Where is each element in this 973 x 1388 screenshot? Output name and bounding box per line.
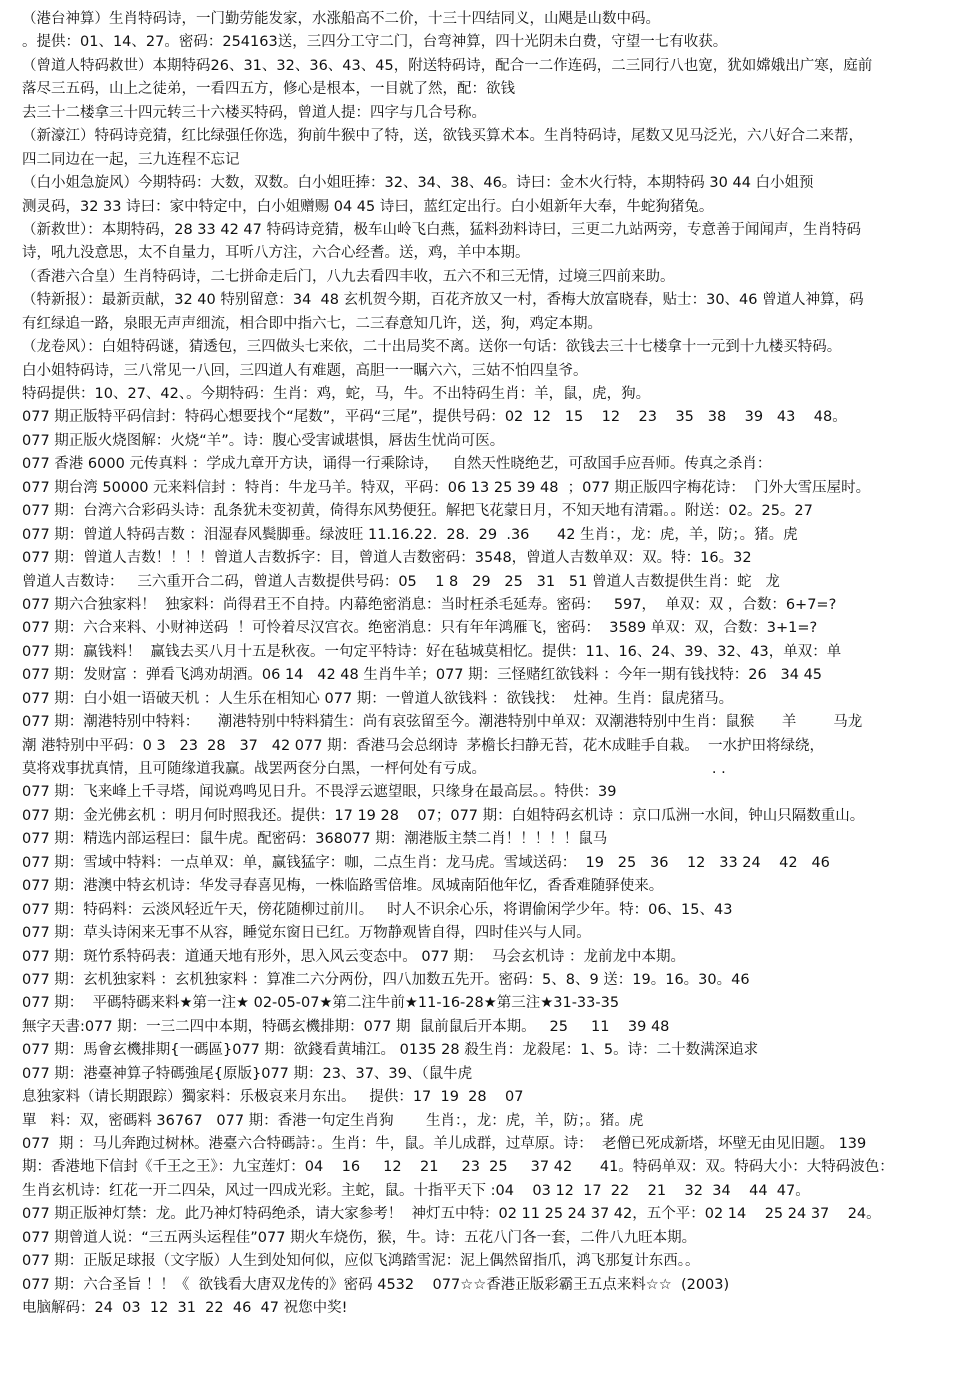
- text-line: [22, 1321, 963, 1344]
- text-line: （龙卷风）：白姐特码谜，猜透包，三四做头七来依，二十出局奖不离。送你一句话：欲钱去三十七楼拿十一元到十九楼买特码。: [22, 339, 842, 356]
- text-line: 077 期六合独家料！ 独家料：尚得君王不自持。内幕绝密消息：当时枉杀毛延寿。密码： 597， 单双：双 ，合数：6+7=?: [22, 596, 837, 613]
- text-line: 特码提供：10、27、42、。今期特码：生肖：鸡，蛇，马，牛。不出特码生肖：羊，鼠，虎，狗。: [22, 386, 651, 402]
- text-line: 077 期：六合来料、小财神送码 ！可怜着尽汉宫衣。绝密消息：只有年年鸿雁飞，密码： 3589 单双：双，合数：3+1=?: [22, 620, 818, 637]
- text-line: 077 期：港澳中特玄机诗：华发寻春喜见梅，一株临路雪倍堆。凤城南陌他年忆，香香难随驿使来。: [22, 878, 664, 895]
- text-line: 077 期：潮港特别中特料： 潮港特别中特料猜生：尚有哀弦留至今。潮港特别中单双：双潮港特别中生肖：鼠猴 羊 马龙: [22, 714, 863, 731]
- text-line: 077 期正版火烧图解：火烧“羊”。诗：腹心受害诚堪惧，唇齿生忧尚可医。: [22, 432, 505, 449]
- text-line: 077 期：飞来峰上千寻塔，闻说鸡鸣见日升。不畏浮云遮望眼，只缘身在最高层。。特供：39: [22, 784, 617, 801]
- text-line: 白小姐特码诗，三八常见一八回，三四道人有难题，高胆一一瞩六六，三姑不怕四皇爷。: [22, 362, 588, 379]
- text-line: 有红绿追一路，泉眼无声声细流，相合即中指六七，二三春意知几许，送，狗，鸡定本期。: [22, 315, 602, 332]
- text-line: 077 期：白小姐一语破天机 ：人生乐在相知心 077 期：一曾道人欲钱料 ：欲钱找： 灶神。生肖：鼠虎猪马。: [22, 690, 734, 707]
- text-line: （特新报）：最新贡献，32 40 特别留意：34 48 玄机贺今期，百花齐放又一村，香梅大放富晓春，贴士：30、46 曾道人神算，码: [22, 292, 864, 309]
- text-line: （港台神算）生肖特码诗，一门勤劳能发家，水涨船高不二价，十三十四结同义，山飓是山数中码。: [22, 11, 660, 27]
- text-line: 單 料：双，密碼料 36767 077 期：香港一句定生肖狗 生肖：，龙：虎，羊，防；。猪。虎: [22, 1112, 644, 1129]
- text-line: 077 期：玄机独家料 ：玄机独家料 ：算准二六分两份，四八加数五先开。密码：5、8、9 送：19。16。30。46: [22, 971, 750, 988]
- text-line: 期：香港地下信封《千王之王》：九宝莲灯：04 16 12 21 23 25 37 42 41。特码单双：双。特码大小：大特码波色：: [22, 1159, 894, 1176]
- text-line: 077 期：曾道人特码吉数 ：泪湿春风鬓脚垂。绿波旺 11.16.22. 28. 29 .36 42 生肖：，龙：虎，羊，防；。猪。虎: [22, 526, 798, 543]
- text-line: 077 期：雪域中特料：一点单双：单，赢钱猛字：咖，二点生肖：龙马虎。雪域送码： 19 25 36 12 33 24 42 46: [22, 854, 830, 871]
- text-line: （新救世）：本期特码，28 33 42 47 特码诗竞猜，极车山岭飞白燕，猛料劲料诗曰，三更二九站两旁，专意善于闻闻声，生肖特码: [22, 221, 861, 238]
- text-line: 077 期曾道人说：“三五两头运程佳”077 期火车烧伤，猴，牛。诗：五花八门各一套，二件八九旺本期。: [22, 1229, 697, 1246]
- text-line: 诗，吼九没意思，太不自量力，耳听八方注，六合心经耆。送，鸡，羊中本期。: [22, 245, 530, 262]
- text-line: 077 期：正版足球报（文字版）人生到处知何似，应似飞鸿踏雪泥：泥上偶然留指爪，鸿飞那复计东西。。: [22, 1253, 700, 1270]
- text-line: （新濠江）特码诗竞猜，红比绿强任你选，狗前牛猴中了特，送，欲钱买算术本。生肖特码诗，尾数又见马泛光，六八好合二来帮，: [22, 128, 863, 145]
- text-line: 077 期： 平碼特碼来料★第一注★ 02-05-07★第二注牛前★11-16-28★第三注★31-33-35: [22, 995, 620, 1012]
- text-line: 077 期正版神灯禁：龙。此乃神灯特码绝杀，请大家参考！ 神灯五中特：02 11 25 24 37 42，五个平：02 14 25 24 37 24。: [22, 1206, 881, 1223]
- text-line: （香港六合皇）生肖特码诗，二七拼命走后门，八九去看四丰收，五六不和三无情，过境三四前来助。: [22, 268, 675, 285]
- text-line: 077 期：发财富 ：弹看飞鸿劝胡酒。06 14 42 48 生肖牛羊；077 期：三怪赌红欲钱料 ：今年一期有钱找特：26 34 45: [22, 667, 823, 684]
- text-line: 077 期：港臺神算子特碼強尾{原版}077 期：23、37、39、（鼠牛虎: [22, 1065, 473, 1082]
- text-line: 落尽三五码，山上之徒弟，一看四五方，修心是根本，一目就了然，配：欲钱: [22, 81, 515, 98]
- text-line: 077 期：斑竹系特码表：道通天地有形外，思入风云变态中。 077 期： 马会玄机诗 ：龙前龙中本期。: [22, 948, 686, 965]
- text-line: 莫将戏事扰真情，且可随缘道我赢。战罢两奁分白黑，一枰何处有亏成。 . .: [22, 761, 726, 777]
- text-line: 077 期：草头诗闲来无事不从容，睡觉东窗日已红。万物静观皆自得，四时佳兴与人同。: [22, 925, 591, 942]
- text-line: 077 期：赢钱料！ 赢钱去买八月十五是秋夜。一句定平特诗：好在毡城莫相忆。提供：11、16、24、39、32、43，单双：单: [22, 643, 842, 660]
- text-line: [22, 1344, 963, 1367]
- text-line: 077 期：特码料：云淡风轻近午天，傍花随柳过前川。 时人不识余心乐，将谓偷闲学少年。特：06、15、43: [22, 901, 733, 918]
- text-line: 曾道人吉数诗： 三六重开合二码，曾道人吉数提供号码：05 1 8 29 25 31 51 曾道人吉数提供生肖：蛇 龙: [22, 573, 780, 590]
- text-line: 077 期台湾 50000 元来料信封 ：特肖：牛龙马羊。特双，平码：06 13 25 39 48 ；077 期正版四字梅花诗： 门外大雪压屋时。: [22, 479, 871, 496]
- text-line: 077 期：曾道人吉数！！！！曾道人吉数拆字：目，曾道人吉数密码：3548，曾道人吉数单双：双。特：16。32: [22, 550, 752, 567]
- text-line: 無字天書:077 期：一三二四中本期，特碼玄機排期：077 期 鼠前鼠后开本期。 25 11 39 48: [22, 1018, 670, 1035]
- text-line: 潮 港特别中平码：0 3 23 28 37 42 077 期：香港马会总纲诗 茅檐长扫静无苔，花木成畦手自栽。 一水护田将绿绕，: [22, 737, 824, 754]
- text-line: 四二同边在一起，三九连程不忘记: [22, 151, 240, 168]
- text-line: 077 期 ：马儿奔跑过树林。港臺六合特碼詩：。生肖：牛，鼠。羊儿成群，过草原。诗： 老僧已死成新塔，坏壁无由见旧题。 139: [22, 1136, 867, 1152]
- text-line: 077 期正版特平码信封：特码心想要找个“尾数”，平码“三尾”，提供号码：02 12 15 12 23 35 38 39 43 48。: [22, 409, 847, 426]
- text-line: 。提供：01、14、27。密码：254163送，三四分工守二门，台弯神算，四十光阴未白费，守望一七有收获。: [22, 34, 728, 51]
- text-line: 息独家料（请长期跟踪）獨家料：乐极哀来月东出。 提供：17 19 28 07: [22, 1089, 524, 1106]
- text-line: 077 期：馬會玄機排期{一碼區}077 期：欲錢看黄埔江。 0135 28 殺生肖：龙殺尾：1、5。诗：二十数满深追求: [22, 1042, 759, 1059]
- text-line: 去三十二楼拿三十四元转三十六楼买特码，曾道人提：四字与几合号称。: [22, 104, 486, 121]
- text-line: （曾道人特码救世）本期特码26、31、32、36、43、45，附送特码诗，配合一二作连码，二三同行八也宽，犹如嫦娥出广寒，庭前: [22, 57, 873, 74]
- text-line: 测灵码，32 33 诗曰：家中特定中，白小姐赠赐 04 45 诗曰，蓝红定出行。白小姐新年大奉，牛蛇狗猪兔。: [22, 198, 714, 215]
- text-line: 电脑解码：24 03 12 31 22 46 47 祝您中奖!: [22, 1300, 348, 1317]
- text-line: 077 期：金光佛玄机 ：明月何时照我还。提供：17 19 28 07；077 期：白姐特码玄机诗 ：京口瓜洲一水间，钟山只隔数重山。: [22, 807, 865, 824]
- text-line: （白小姐急旋风）今期特码：大数，双数。白小姐旺捧：32、34、38、46。诗曰：金木火行特，本期特码 30 44 白小姐预: [22, 175, 814, 192]
- text-line: 077 香港 6000 元传真料 ：学成九章开方诀，诵得一行乘除诗， 自然天性晓绝艺，可敌国手应吾师。传真之杀肖：: [22, 456, 772, 473]
- text-line: 077 期：六合圣旨 ！！《 欲钱看大唐双龙传的》密码 4532 077☆☆香港正版彩霸王五点来料☆☆ (2003): [22, 1276, 730, 1293]
- text-line: 077 期：精选内部运程曰：鼠牛虎。配密码：368077 期：潮港版主禁二肖！！！！！鼠马: [22, 831, 608, 848]
- text-line: 生肖玄机诗：红花一开二四朵，风过一四成光彩。主蛇，鼠。十指平天下 :04 03 12 17 22 21 32 34 44 47。: [22, 1182, 810, 1199]
- text-line: 077 期：台湾六合彩码头诗：乱条犹未变初黄，倚得东风势便狂。解把飞花蒙日月，不知天地有清霜。。附送：02。25。27: [22, 503, 813, 520]
